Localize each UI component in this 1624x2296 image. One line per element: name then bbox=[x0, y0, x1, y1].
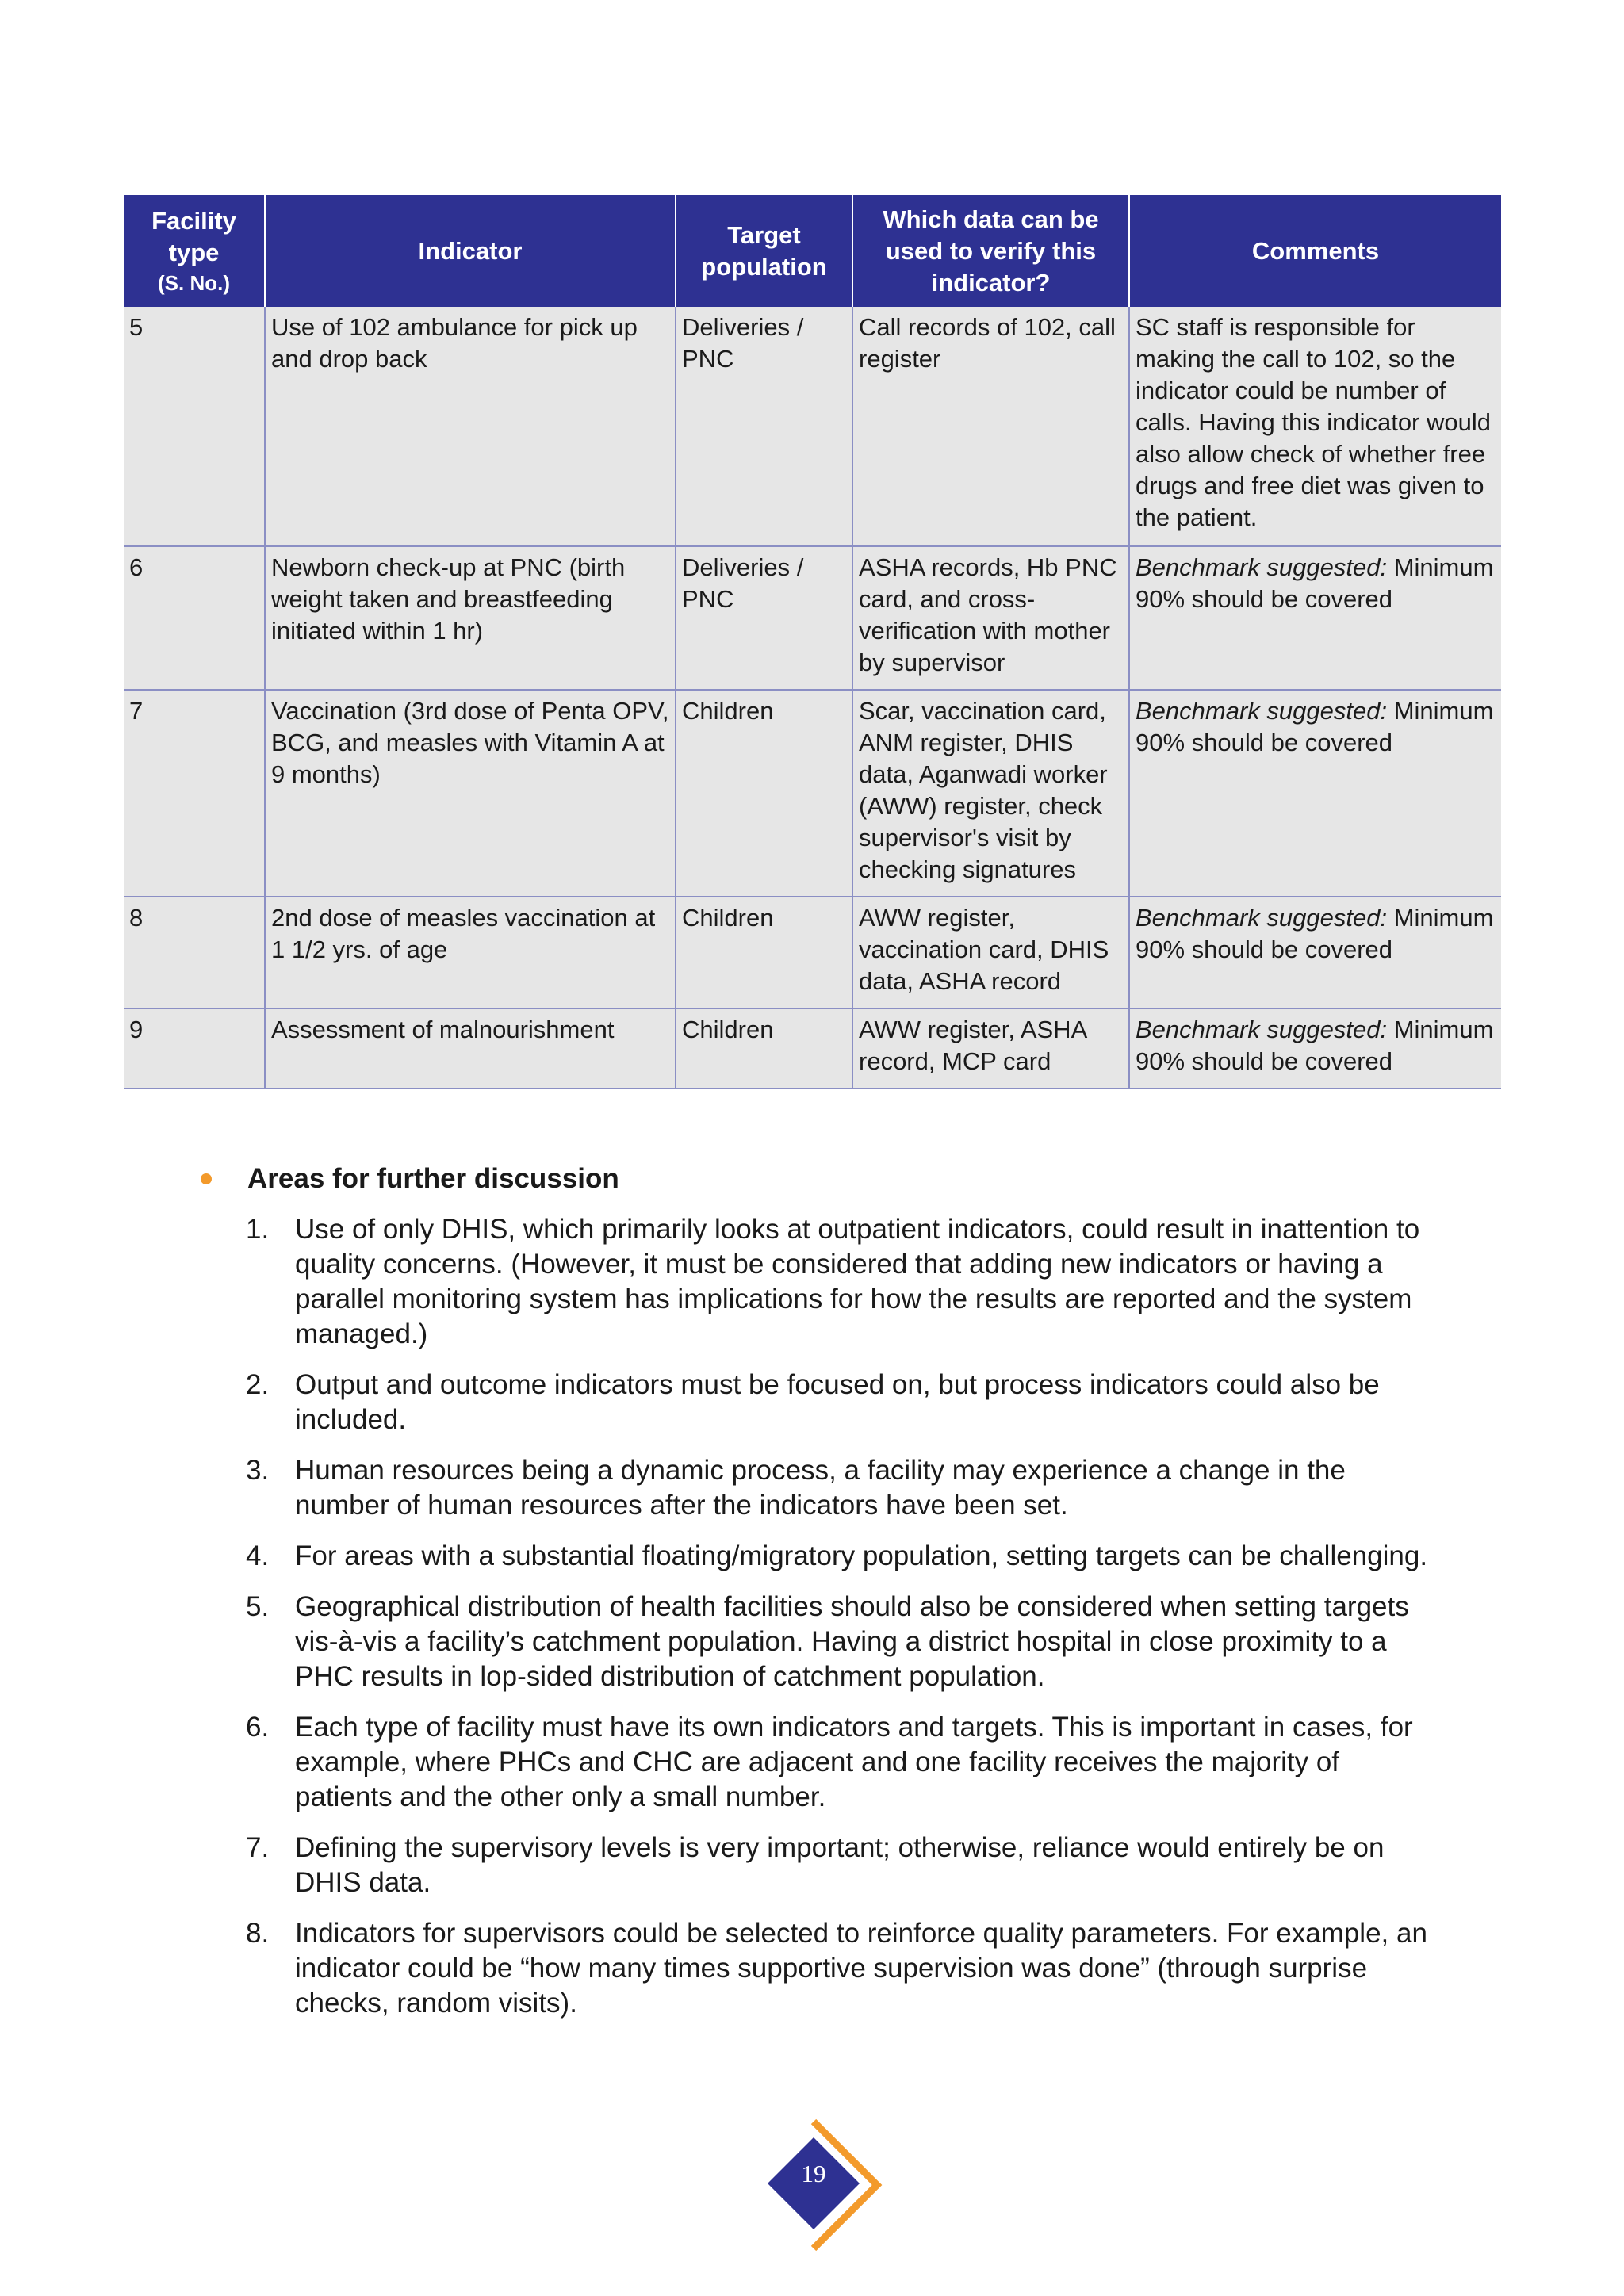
indicator-table bbox=[124, 195, 1501, 1089]
header-facility-type-sub: (S. No.) bbox=[158, 270, 230, 295]
list-item-number: 6. bbox=[246, 1712, 270, 1743]
list-item-text: Indicators for supervisors could be selected to reinforce quality parameters. For example, an indicator could be “how many times supportive supervision was done” (through surprise checks, random visits). bbox=[295, 1918, 1427, 2019]
list-item bbox=[198, 1590, 1435, 1694]
cell-target: Deliveries / PNC bbox=[676, 546, 852, 690]
comment-italic: Benchmark suggested: bbox=[1136, 697, 1388, 725]
cell-verify: Scar, vaccination card, ANM register, DHIS data, Aganwadi worker (AWW) register, check supervisor's visit by checking signatures bbox=[852, 690, 1129, 897]
list-item-text: Geographical distribution of health facilities should also be considered when setting targets vis-à-vis a facility’s catchment population. Having a district hospital in close proximity to a PHC results in lop-sided distribution of catchment population. bbox=[295, 1591, 1409, 1692]
cell-sno: 6 bbox=[124, 546, 265, 690]
discussion-heading-text: Areas for further discussion bbox=[247, 1163, 619, 1194]
list-item bbox=[198, 1710, 1435, 1815]
cell-comment bbox=[1129, 307, 1501, 546]
list-item-number: 8. bbox=[246, 1918, 270, 1949]
list-item bbox=[198, 1916, 1435, 2021]
discussion-section bbox=[198, 1161, 1435, 2037]
cell-target: Children bbox=[676, 897, 852, 1008]
list-item-text: For areas with a substantial floating/migratory population, setting targets can be challenging. bbox=[295, 1540, 1428, 1571]
comment-text: Minimum 90% should be covered bbox=[1136, 697, 1494, 756]
cell-comment bbox=[1129, 897, 1501, 1008]
list-item bbox=[198, 1368, 1435, 1437]
comment-text: Minimum 90% should be covered bbox=[1136, 553, 1494, 613]
header-facility-type-label: Facility type bbox=[151, 206, 236, 266]
comment-text: Minimum 90% should be covered bbox=[1136, 904, 1494, 963]
list-item-number: 3. bbox=[246, 1455, 270, 1486]
header-target-population: Target population bbox=[676, 195, 852, 307]
list-item-text: Each type of facility must have its own indicators and targets. This is important in cases, for example, where PHCs and CHC are adjacent and one facility receives the majority of patients and the other only a small number. bbox=[295, 1712, 1413, 1812]
list-item-text: Use of only DHIS, which primarily looks at outpatient indicators, could result in inattention to quality concerns. (However, it must be considered that adding new indicators or having a parallel monitoring system has implications for how the results are reported and the system managed.) bbox=[295, 1214, 1420, 1349]
page-number: 19 bbox=[801, 2160, 826, 2187]
cell-target: Children bbox=[676, 690, 852, 897]
cell-verify: AWW register, vaccination card, DHIS data, ASHA record bbox=[852, 897, 1129, 1008]
comment-italic: Benchmark suggested: bbox=[1136, 904, 1388, 932]
list-item-number: 4. bbox=[246, 1540, 270, 1571]
comment-text: Minimum 90% should be covered bbox=[1136, 1016, 1494, 1075]
page-number-badge bbox=[758, 2114, 885, 2256]
cell-sno: 7 bbox=[124, 690, 265, 897]
list-item-text: Human resources being a dynamic process, a facility may experience a change in the number of human resources after the indicators have been set. bbox=[295, 1455, 1346, 1521]
cell-comment bbox=[1129, 1008, 1501, 1089]
table-row bbox=[124, 897, 1501, 1008]
cell-indicator: Use of 102 ambulance for pick up and drop back bbox=[265, 307, 676, 546]
list-item bbox=[198, 1831, 1435, 1900]
cell-sno: 5 bbox=[124, 307, 265, 546]
cell-target: Deliveries / PNC bbox=[676, 307, 852, 546]
comment-italic: Benchmark suggested: bbox=[1136, 1016, 1388, 1043]
table-row bbox=[124, 546, 1501, 690]
indicator-table-container bbox=[124, 195, 1501, 1089]
table-header-row bbox=[124, 195, 1501, 307]
discussion-list bbox=[198, 1212, 1435, 2021]
cell-sno: 8 bbox=[124, 897, 265, 1008]
list-item-number: 5. bbox=[246, 1591, 270, 1622]
cell-indicator: Newborn check-up at PNC (birth weight taken and breastfeeding initiated within 1 hr) bbox=[265, 546, 676, 690]
header-facility-type bbox=[124, 195, 265, 307]
cell-sno: 9 bbox=[124, 1008, 265, 1089]
cell-indicator: Vaccination (3rd dose of Penta OPV, BCG, and measles with Vitamin A at 9 months) bbox=[265, 690, 676, 897]
list-item-number: 7. bbox=[246, 1832, 270, 1863]
list-item-number: 2. bbox=[246, 1369, 270, 1400]
header-indicator: Indicator bbox=[265, 195, 676, 307]
list-item-text: Output and outcome indicators must be focused on, but process indicators could also be included. bbox=[295, 1369, 1380, 1435]
cell-verify: ASHA records, Hb PNC card, and cross-verification with mother by supervisor bbox=[852, 546, 1129, 690]
cell-comment bbox=[1129, 546, 1501, 690]
bullet-dot-icon bbox=[201, 1173, 212, 1184]
list-item bbox=[198, 1453, 1435, 1523]
cell-comment bbox=[1129, 690, 1501, 897]
cell-verify: Call records of 102, call register bbox=[852, 307, 1129, 546]
list-item bbox=[198, 1212, 1435, 1352]
table-row bbox=[124, 1008, 1501, 1089]
table-row bbox=[124, 690, 1501, 897]
cell-target: Children bbox=[676, 1008, 852, 1089]
list-item-text: Defining the supervisory levels is very important; otherwise, reliance would entirely be on DHIS data. bbox=[295, 1832, 1385, 1898]
cell-verify: AWW register, ASHA record, MCP card bbox=[852, 1008, 1129, 1089]
list-item bbox=[198, 1539, 1435, 1574]
table-row bbox=[124, 307, 1501, 546]
list-item-number: 1. bbox=[246, 1214, 270, 1245]
cell-indicator: 2nd dose of measles vaccination at 1 1/2 yrs. of age bbox=[265, 897, 676, 1008]
comment-italic: Benchmark suggested: bbox=[1136, 553, 1388, 581]
discussion-heading bbox=[247, 1161, 1435, 1196]
comment-text: SC staff is responsible for making the call to 102, so the indicator could be number of calls. Having this indicator would also allow check of whether free drugs and free diet was given to the patient. bbox=[1136, 313, 1491, 531]
cell-indicator: Assessment of malnourishment bbox=[265, 1008, 676, 1089]
header-verify-data: Which data can be used to verify this indicator? bbox=[852, 195, 1129, 307]
header-comments: Comments bbox=[1129, 195, 1501, 307]
